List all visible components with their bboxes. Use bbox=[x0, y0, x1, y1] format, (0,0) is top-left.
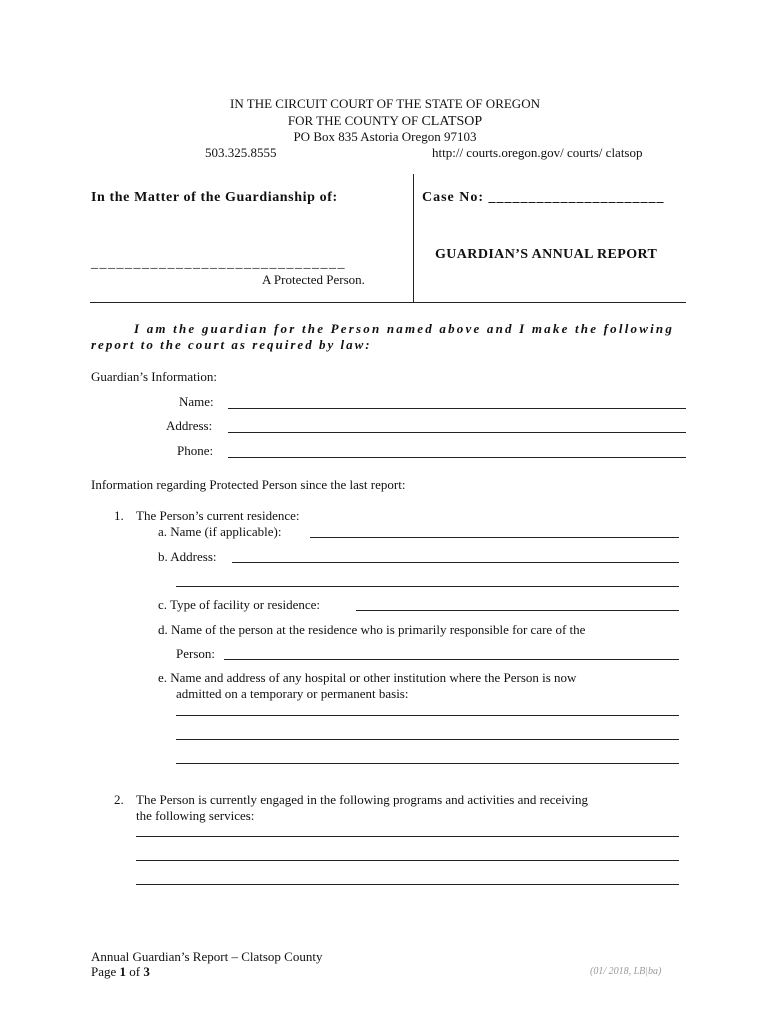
q1-text: The Person’s current residence: bbox=[136, 508, 300, 523]
footer-page bbox=[91, 964, 150, 980]
report-title: GUARDIAN’S ANNUAL REPORT bbox=[435, 247, 658, 262]
page-of: of bbox=[129, 964, 141, 979]
page-number: 1 bbox=[119, 964, 127, 979]
caption-divider-horizontal bbox=[90, 302, 686, 303]
q1e-field-3[interactable] bbox=[176, 763, 679, 764]
q1b-field[interactable] bbox=[232, 562, 679, 563]
guardian-name-field[interactable] bbox=[228, 408, 686, 409]
q1e-line-1: e. Name and address of any hospital or other institution where the Person is now bbox=[158, 670, 577, 685]
q1b-label: b. Address: bbox=[158, 549, 217, 564]
q1e-field-1[interactable] bbox=[176, 715, 679, 716]
court-name: IN THE CIRCUIT COURT OF THE STATE OF OREGON bbox=[230, 96, 540, 111]
info-heading: Information regarding Protected Person since the last report: bbox=[91, 477, 406, 492]
protected-person-label: A Protected Person. bbox=[262, 272, 365, 287]
court-url[interactable]: http:// courts.oregon.gov/ courts/ clatsop bbox=[432, 145, 643, 160]
guardian-phone-field[interactable] bbox=[228, 457, 686, 458]
q1a-label: a. Name (if applicable): bbox=[158, 524, 282, 539]
caption-divider-vertical bbox=[413, 174, 414, 302]
page-total: 3 bbox=[143, 964, 150, 979]
guardian-name-label: Name: bbox=[179, 394, 214, 409]
q1d-label: Person: bbox=[176, 646, 215, 661]
protected-name-blank[interactable]: ______________________________ bbox=[91, 256, 346, 271]
q2-text-2: the following services: bbox=[136, 808, 255, 823]
q1-number: 1. bbox=[114, 508, 124, 523]
court-address: PO Box 835 Astoria Oregon 97103 bbox=[293, 129, 477, 144]
q1a-field[interactable] bbox=[310, 537, 679, 538]
q2-field-1[interactable] bbox=[136, 836, 679, 837]
footer-title: Annual Guardian’s Report – Clatsop County bbox=[91, 949, 323, 964]
q1c-label: c. Type of facility or residence: bbox=[158, 597, 321, 612]
intro-line-1: I am the guardian for the Person named above and I make the following bbox=[134, 321, 675, 336]
q1d-line-1: d. Name of the person at the residence who is primarily responsible for care of the bbox=[158, 622, 586, 637]
q1e-line-2: admitted on a temporary or permanent basis: bbox=[176, 686, 409, 701]
court-phone: 503.325.8555 bbox=[205, 145, 277, 160]
q1b-field-2[interactable] bbox=[176, 586, 679, 587]
county-prefix: FOR THE COUNTY OF bbox=[287, 113, 419, 128]
guardian-address-field[interactable] bbox=[228, 432, 686, 433]
matter-label: In the Matter of the Guardianship of: bbox=[91, 190, 338, 205]
county-name: CLATSOP bbox=[421, 114, 483, 129]
q2-field-3[interactable] bbox=[136, 884, 679, 885]
intro-line-2: report to the court as required by law: bbox=[91, 337, 372, 352]
form-code: (01/ 2018, LB|ba) bbox=[590, 966, 662, 977]
guardian-phone-label: Phone: bbox=[177, 443, 214, 458]
county-line bbox=[0, 113, 770, 130]
guardian-heading: Guardian’s Information: bbox=[91, 369, 217, 384]
page-prefix: Page bbox=[91, 964, 117, 979]
q2-number: 2. bbox=[114, 792, 124, 807]
q1c-field[interactable] bbox=[356, 610, 679, 611]
q1e-field-2[interactable] bbox=[176, 739, 679, 740]
q1d-field[interactable] bbox=[224, 659, 679, 660]
case-number[interactable]: Case No: ______________________ bbox=[422, 190, 665, 205]
q2-field-2[interactable] bbox=[136, 860, 679, 861]
guardian-address-label: Address: bbox=[166, 418, 213, 433]
q2-text-1: The Person is currently engaged in the following programs and activities and receiving bbox=[136, 792, 588, 807]
